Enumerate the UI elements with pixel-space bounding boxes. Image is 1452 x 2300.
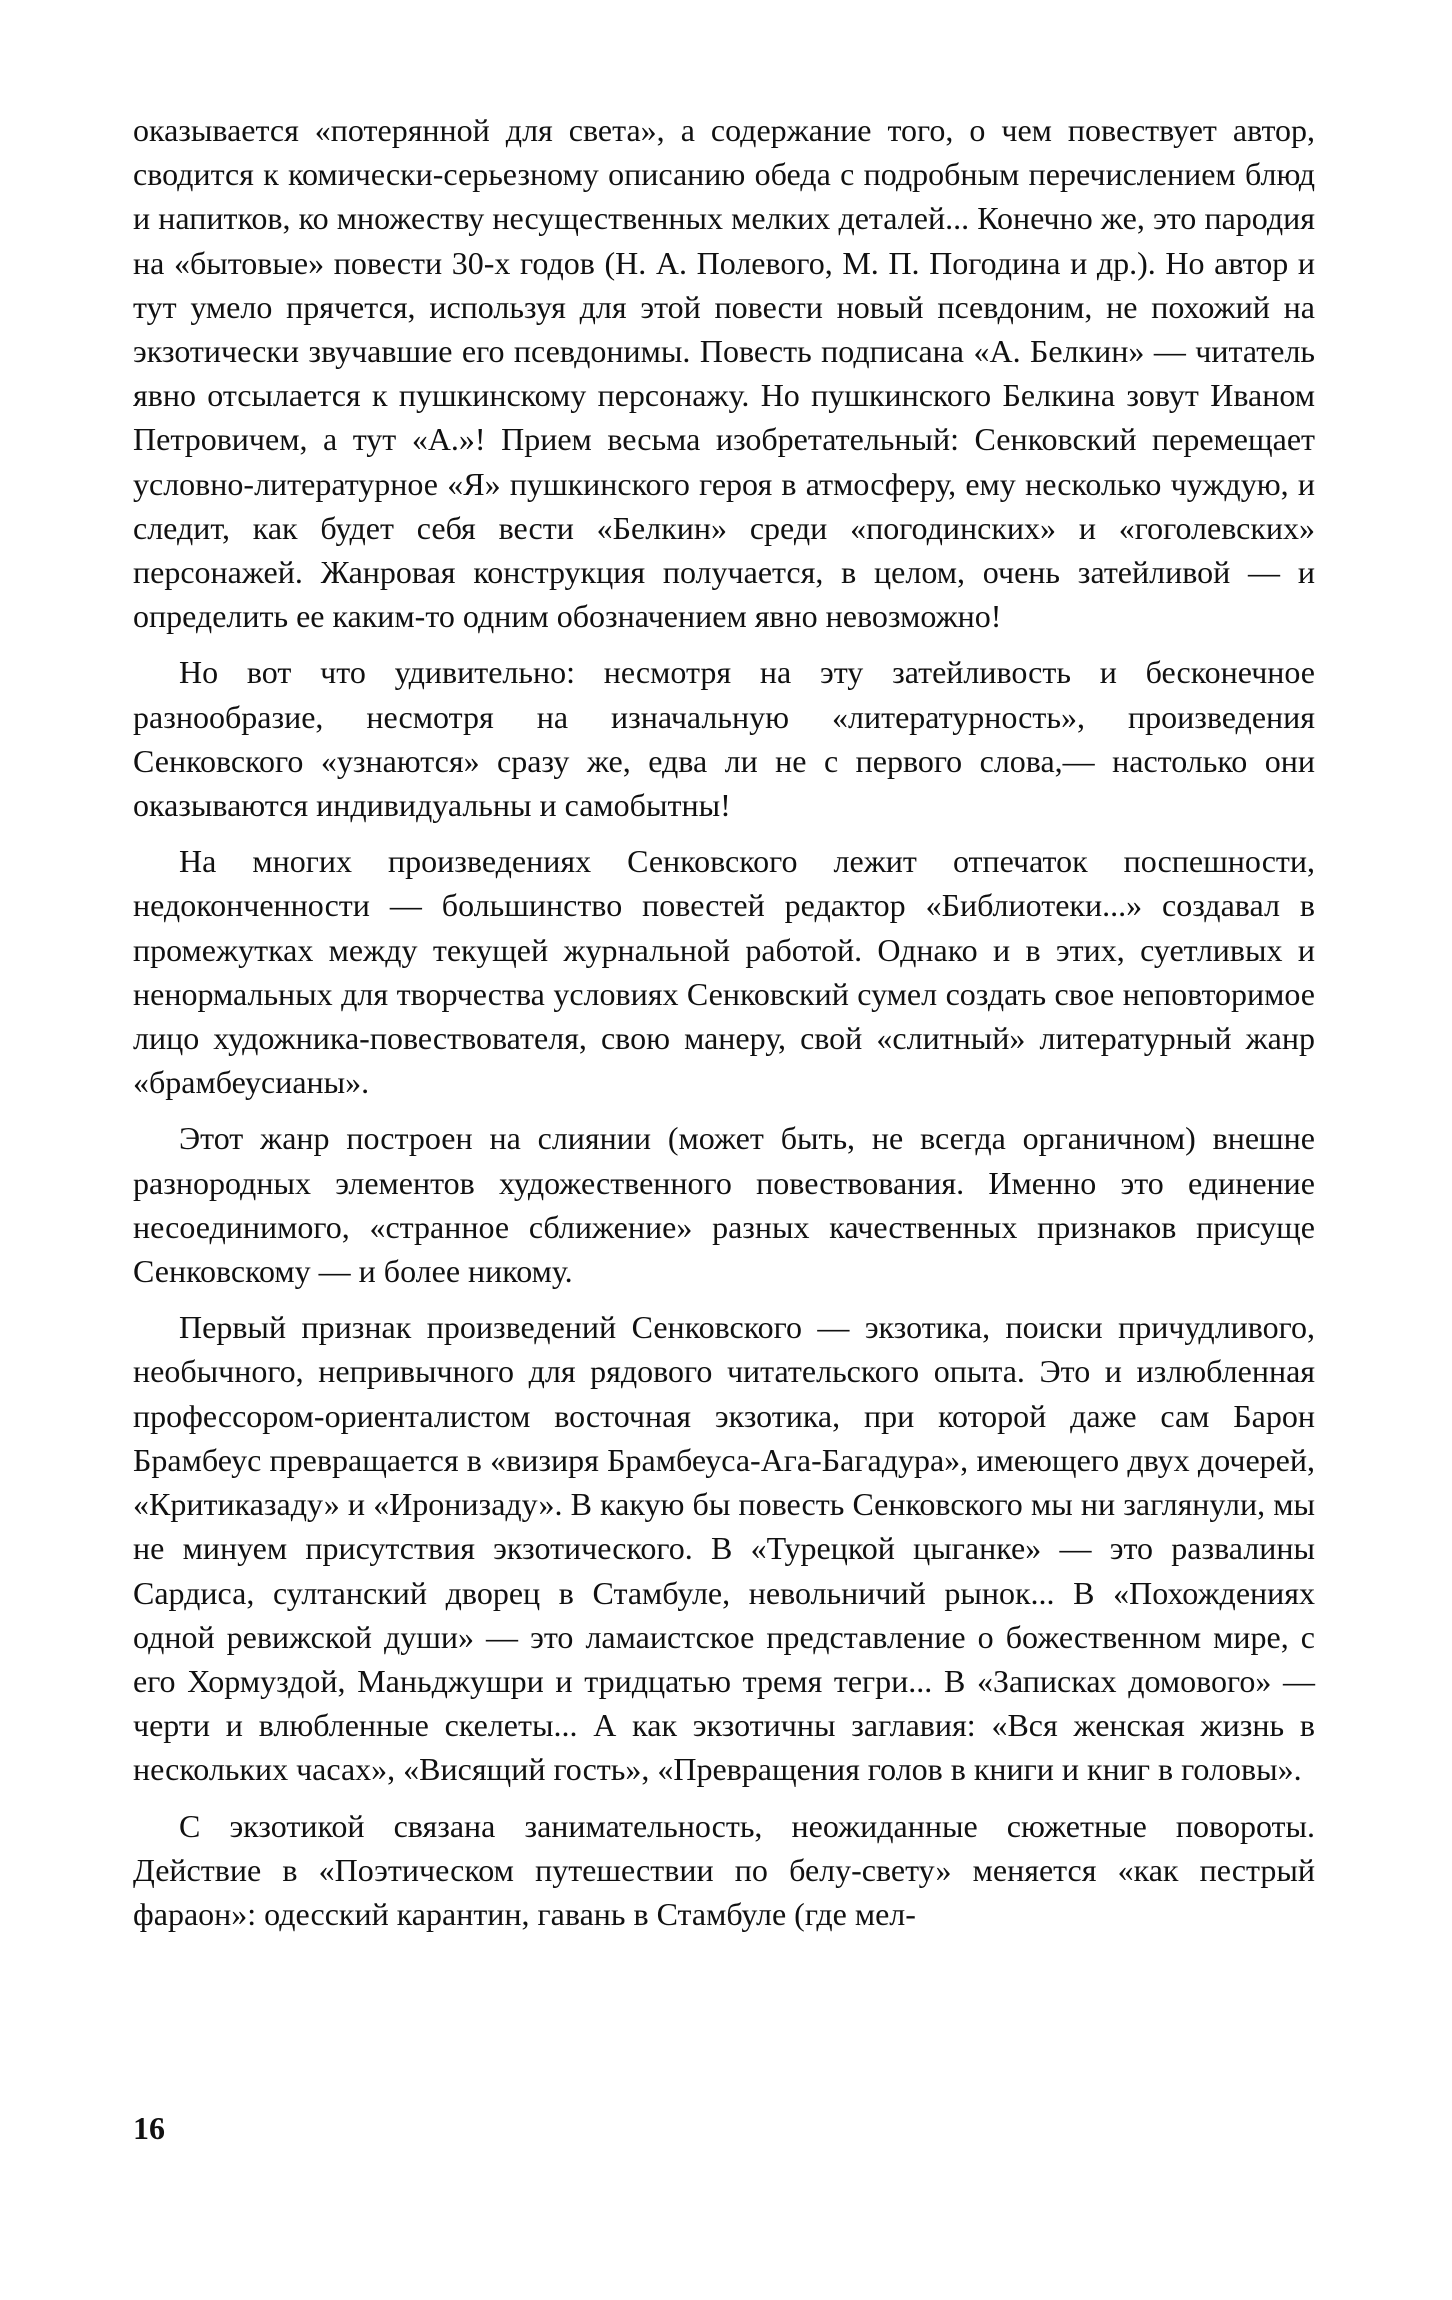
paragraph-3: На многих произведениях Сенковского лежит отпечаток поспешности, недоконченности — большинство повестей редактор «Библиотеки...» создавал в промежутках между текущей журнальной работой. Однако и в этих, суетливых и ненормальных для творчества условиях Сенковский сумел создать свое неповторимое лицо художника-повествователя, свою манеру, свой «слитный» литературный жанр «брамбеусианы».: [133, 843, 1315, 1101]
paragraph-5: Первый признак произведений Сенковского — экзотика, поиски причудливого, необычного, непривычного для рядового читательского опыта. Это и излюбленная профессором-ориенталистом восточная экзотика, при которой даже сам Барон Брамбеус превращается в «визиря Брамбеуса-Ага-Багадура», имеющего двух дочерей, «Критиказаду» и «Иронизаду». В какую бы повесть Сенковского мы ни заглянули, мы не минуем присутствия экзотического. В «Турецкой цыганке» — это развалины Сардиса, султанский дворец в Стамбуле, невольничий рынок... В «Похождениях одной ревижской души» — это ламаистское представление о божественном мире, с его Хормуздой, Маньджушри и тридцатью тремя тегри... В «Записках домового» — черти и влюбленные скелеты... А как экзотичны заглавия: «Вся женская жизнь в нескольких часах», «Висящий гость», «Превращения голов в книги и книг в головы».: [133, 1309, 1315, 1788]
page-number: 16: [133, 2110, 165, 2146]
paragraph-1: оказывается «потерянной для света», а содержание того, о чем повествует автор, сводится к комически-серьезному описанию обеда с подробным перечислением блюд и напитков, ко множеству несущественных мелких деталей... Конечно же, это пародия на «бытовые» повести 30-х годов (Н. А. Полевого, М. П. Погодина и др.). Но автор и тут умело прячется, используя для этой повести новый псевдоним, не похожий на экзотически звучавшие его псевдонимы. Повесть подписана «А. Белкин» — читатель явно отсылается к пушкинскому персонажу. Но пушкинского Белкина зовут Иваном Петровичем, а тут «А.»! Прием весьма изобретательный: Сенковский перемещает условно-литературное «Я» пушкинского героя в атмосферу, ему несколько чуждую, и следит, как будет себя вести «Белкин» среди «погодинских» и «гоголевских» персонажей. Жанровая конструкция получается, в целом, очень затейливой — и определить ее каким-то одним обозначением явно невозможно!: [133, 112, 1315, 635]
page-body: [133, 108, 1315, 1936]
paragraph-2: Но вот что удивительно: несмотря на эту затейливость и бесконечное разнообразие, несмотря на изначальную «литературность», произведения Сенковского «узнаются» сразу же, едва ли не с первого слова,— настолько они оказываются индивидуальны и самобытны!: [133, 654, 1315, 824]
paragraph-4: Этот жанр построен на слиянии (может быть, не всегда органичном) внешне разнородных элементов художественного повествования. Именно это единение несоединимого, «странное сближение» разных качественных признаков присуще Сенковскому — и более никому.: [133, 1120, 1315, 1290]
paragraph-6: С экзотикой связана занимательность, неожиданные сюжетные повороты. Действие в «Поэтическом путешествии по белу-свету» меняется «как пестрый фараон»: одесский карантин, гавань в Стамбуле (где мел-: [133, 1807, 1315, 1932]
